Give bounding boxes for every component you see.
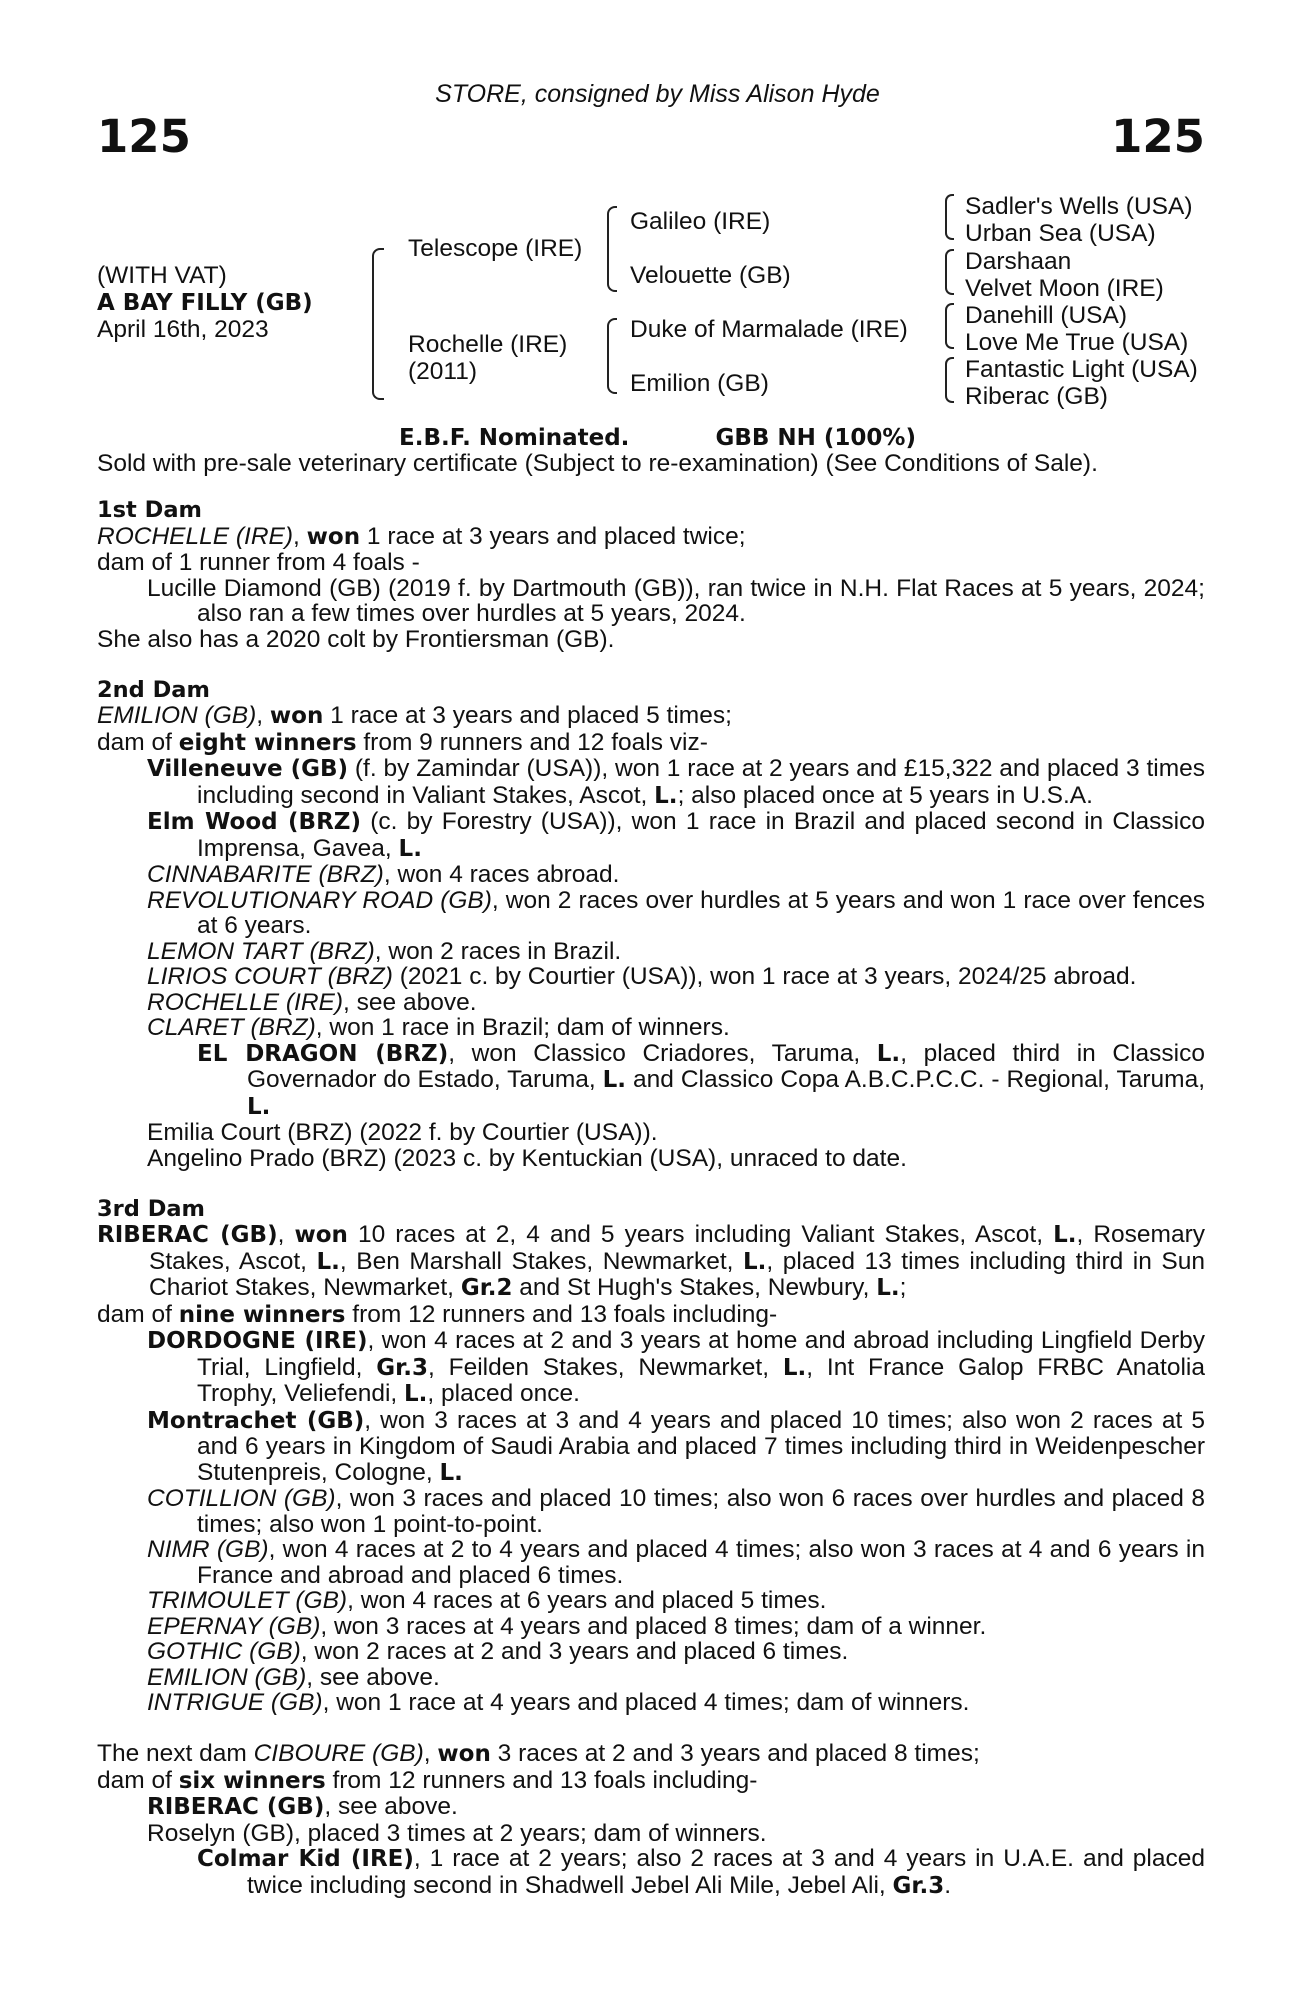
won-label: won	[269, 703, 324, 729]
catalogue-body	[97, 498, 1205, 1925]
next-dam-section	[97, 1741, 1205, 1899]
progeny-tail: .	[944, 1871, 952, 1899]
record-text: , Rosemary Stakes, Ascot,	[149, 1221, 1205, 1275]
listed-label: L.	[398, 835, 422, 862]
group-label: Gr.3	[376, 1354, 428, 1381]
progeny-entry	[97, 888, 1205, 939]
listed-label: L.	[782, 1354, 807, 1381]
progeny-entry: Emilia Court (BRZ) (2022 f. by Courtier (USA)).	[147, 1119, 658, 1146]
listed-label: L.	[1053, 1222, 1077, 1248]
progeny-text: , won 2 races in Brazil.	[374, 937, 622, 965]
progeny-text: (2021 c. by Courtier (USA)), won 1 race at 3 years, 2024/25 abroad.	[392, 963, 1137, 990]
pedigree-dam-year: (2011)	[408, 358, 478, 385]
record-text: and St Hugh's Stakes, Newbury,	[512, 1274, 877, 1301]
first-dam-also: She also has a 2020 colt by Frontiersman (GB).	[97, 625, 615, 653]
pedigree-brace-g12	[945, 194, 954, 240]
progeny-text: , see above.	[306, 1663, 440, 1691]
progeny-entry	[97, 1614, 1205, 1640]
produce-pre: dam of	[97, 728, 179, 756]
produce-count: eight winners	[178, 729, 357, 756]
progeny-entry	[97, 1408, 1205, 1487]
progeny-entry	[97, 809, 1205, 862]
listed-label: L.	[654, 782, 678, 809]
progeny-name: EL DRAGON (BRZ)	[197, 1040, 449, 1067]
record-text: ;	[899, 1274, 907, 1301]
progeny-text: , see above.	[324, 1793, 458, 1820]
second-dam-title: 2nd Dam	[97, 676, 210, 703]
progeny-entry	[97, 1015, 1205, 1041]
progeny-name: LIRIOS COURT (BRZ)	[147, 963, 393, 990]
progeny-text: and Classico Copa A.B.C.P.C.C. - Regional, Taruma,	[626, 1066, 1206, 1093]
pedigree-sire: Telescope (IRE)	[408, 235, 583, 262]
progeny-entry	[97, 990, 1205, 1016]
pedigree-brace-g34	[945, 249, 954, 295]
lot-number-left: 125	[97, 110, 191, 163]
progeny-entry	[97, 1690, 1205, 1716]
second-dam-produce	[97, 730, 1205, 757]
record-text: , Ben Marshall Stakes, Newmarket,	[339, 1247, 743, 1275]
lot-name: A BAY FILLY (GB)	[97, 290, 313, 316]
progeny-name: COTILLION (GB)	[147, 1485, 336, 1512]
pedigree-brace-sire	[607, 206, 617, 292]
progeny-text: , won 1 race at 4 years and placed 4 times; dam of winners.	[322, 1689, 970, 1716]
progeny-name: Montrachet (GB)	[147, 1407, 365, 1434]
won-label: won	[294, 1222, 348, 1248]
progeny-name: Colmar Kid (IRE)	[197, 1846, 414, 1872]
produce-post: from 9 runners and 12 foals viz-	[356, 728, 708, 756]
grand-progeny-entry	[97, 1041, 1205, 1121]
progeny-text: , won Classico Criadores, Taruma,	[448, 1039, 877, 1067]
progeny-text: , won 4 races at 2 to 4 years and placed 4 times; also won 3 races at 4 and 6 years in France and abroad and placed 6 times.	[197, 1536, 1205, 1589]
progeny-text: , won 4 races at 6 years and placed 5 times.	[347, 1587, 827, 1614]
progeny-name: EMILION (GB)	[147, 1663, 307, 1691]
progeny-text: , won 3 races at 3 and 4 years and placed 10 times; also won 2 races at 5 and 6 years in Kingdom of Saudi Arabia and placed 7 times including third in Weidenpescher Stutenpreis, Cologne,	[197, 1406, 1205, 1486]
grand-progeny-entry	[97, 1846, 1205, 1899]
progeny-entry	[97, 1588, 1205, 1614]
second-dam-section	[97, 678, 1205, 1172]
progeny-entry	[97, 862, 1205, 888]
pedigree-sire-sire: Galileo (IRE)	[630, 208, 771, 235]
pedigree-gg8: Riberac (GB)	[965, 383, 1108, 410]
progeny-name: TRIMOULET (GB)	[147, 1587, 348, 1614]
progeny-text: , see above.	[343, 988, 477, 1016]
produce-pre: dam of	[97, 1300, 179, 1328]
listed-label: L.	[404, 1381, 428, 1407]
second-dam-record-text: 1 race at 3 years and placed 5 times;	[323, 702, 732, 729]
progeny-text: , placed once.	[427, 1380, 580, 1407]
produce-post: from 12 runners and 13 foals including-	[345, 1300, 778, 1328]
pedigree-gg4: Velvet Moon (IRE)	[965, 275, 1164, 302]
first-dam-section	[97, 498, 1205, 652]
third-dam-name: RIBERAC (GB)	[97, 1222, 278, 1248]
pedigree-dam-dam: Emilion (GB)	[630, 370, 769, 397]
first-dam-record-text: 1 race at 3 years and placed twice;	[360, 522, 746, 550]
progeny-name: CLARET (BRZ)	[147, 1014, 316, 1041]
progeny-tail: ; also placed once at 5 years in U.S.A.	[677, 781, 1093, 809]
progeny-text: , won 1 race in Brazil; dam of winners.	[315, 1014, 730, 1041]
progeny-name: RIBERAC (GB)	[147, 1794, 325, 1820]
record-text: 10 races at 2, 4 and 5 years including Valiant Stakes, Ascot,	[347, 1221, 1054, 1248]
third-dam-title: 3rd Dam	[97, 1195, 205, 1222]
first-dam-foal: Lucille Diamond (GB) (2019 f. by Dartmouth (GB)), ran twice in N.H. Flat Races at 5 years, 2024; also ran a few times over hurdles at 5 years, 2024.	[147, 574, 1205, 627]
progeny-entry	[97, 756, 1205, 809]
second-dam-name: EMILION (GB)	[97, 702, 257, 729]
pedigree-sire-dam: Velouette (GB)	[630, 262, 791, 289]
pedigree-gg5: Danehill (USA)	[965, 302, 1128, 329]
consignor-heading: STORE, consigned by Miss Alison Hyde	[435, 80, 880, 108]
pedigree-dam: Rochelle (IRE)	[408, 331, 568, 358]
progeny-text: , Int France Galop FRBC Anatolia Trophy, Veliefendi,	[197, 1353, 1205, 1407]
record-text: 3 races at 2 and 3 years and placed 8 times;	[490, 1740, 980, 1767]
vat-label: (WITH VAT)	[97, 262, 227, 289]
second-dam-record: EMILION (GB), won 1 race at 3 years and placed 5 times;	[97, 702, 732, 729]
progeny-entry	[97, 1486, 1205, 1537]
produce-post: from 12 runners and 13 foals including-	[325, 1766, 758, 1794]
won-label: won	[437, 1741, 491, 1767]
pedigree-brace-g56	[945, 303, 954, 349]
pedigree-brace-dam	[607, 318, 617, 394]
pedigree-dam-sire: Duke of Marmalade (IRE)	[630, 316, 908, 343]
progeny-entry	[97, 939, 1205, 965]
progeny-entry: Roselyn (GB), placed 3 times at 2 years; dam of winners.	[147, 1819, 767, 1847]
third-dam-produce	[97, 1302, 1205, 1329]
progeny-entry	[97, 1794, 1205, 1821]
vet-certificate-note: Sold with pre-sale veterinary certificate (Subject to re-examination) (See Conditions of Sale).	[97, 450, 1098, 477]
first-dam-record: ROCHELLE (IRE), won 1 race at 3 years and placed twice;	[97, 522, 746, 550]
produce-count: six winners	[178, 1767, 326, 1794]
next-dam-produce	[97, 1768, 1205, 1795]
progeny-entry	[97, 1665, 1205, 1691]
progeny-text: , placed third in Classico Governador do Estado, Taruma,	[247, 1039, 1205, 1093]
listed-label: L.	[876, 1040, 901, 1067]
first-dam-produce: dam of 1 runner from 4 foals -	[97, 549, 420, 576]
pedigree-gg7: Fantastic Light (USA)	[965, 356, 1198, 383]
next-dam-name: CIBOURE (GB)	[253, 1740, 424, 1767]
nominations-line	[0, 425, 1315, 451]
progeny-name: GOTHIC (GB)	[147, 1638, 301, 1665]
progeny-text: , won 4 races abroad.	[383, 861, 620, 888]
progeny-entry	[97, 1328, 1205, 1408]
pedigree-brace-g78	[945, 357, 954, 403]
record-text: , placed 13 times including third in Sun Chariot Stakes, Newmarket,	[149, 1247, 1205, 1301]
progeny-text: , won 3 races and placed 10 times; also won 6 races over hurdles and placed 8 times; also won 1 point-to-point.	[197, 1485, 1205, 1538]
listed-label: L.	[876, 1275, 900, 1301]
third-dam-section	[97, 1197, 1205, 1716]
progeny-name: EPERNAY (GB)	[147, 1612, 321, 1640]
progeny-name: NIMR (GB)	[147, 1536, 269, 1563]
won-label: won	[306, 523, 361, 550]
gbb-nomination: GBB NH (100%)	[715, 425, 916, 451]
progeny-entry	[97, 964, 1205, 990]
progeny-text: , 1 race at 2 years; also 2 races at 3 and 4 years in U.A.E. and placed twice including second in Shadwell Jebel Ali Mile, Jebel Ali,	[247, 1845, 1205, 1899]
progeny-name: REVOLUTIONARY ROAD (GB)	[147, 886, 492, 914]
progeny-name: ROCHELLE (IRE)	[147, 988, 344, 1016]
progeny-text: , Feilden Stakes, Newmarket,	[427, 1353, 783, 1381]
first-dam-title: 1st Dam	[97, 497, 202, 523]
listed-label: L.	[316, 1248, 340, 1275]
produce-pre: dam of	[97, 1766, 179, 1794]
listed-label: L.	[602, 1067, 627, 1093]
pedigree-gg2: Urban Sea (USA)	[965, 220, 1156, 247]
foaling-date: April 16th, 2023	[97, 316, 269, 343]
produce-count: nine winners	[178, 1301, 346, 1328]
progeny-name: CINNABARITE (BRZ)	[147, 861, 384, 888]
pedigree-brace-main	[372, 248, 384, 400]
progeny-text: , won 4 races at 2 and 3 years at home and abroad including Lingfield Derby Trial, Lingfield,	[197, 1327, 1205, 1381]
listed-label: L.	[743, 1248, 767, 1275]
progeny-text: , won 3 races at 4 years and placed 8 times; dam of a winner.	[320, 1612, 987, 1640]
third-dam-record: RIBERAC (GB), won 10 races at 2, 4 and 5 years including Valiant Stakes, Ascot, L., Rosemary Stakes, Ascot, L., Ben Marshall Stakes, Newmarket, L., placed 13 times including third in Sun Chariot Stakes, Newmarket, Gr.2 and St Hugh's Stakes, Newbury, L.;	[97, 1221, 1205, 1301]
progeny-entry	[97, 1537, 1205, 1588]
pedigree-gg1: Sadler's Wells (USA)	[965, 193, 1193, 220]
progeny-entry	[97, 1639, 1205, 1665]
pedigree-gg3: Darshaan	[965, 248, 1072, 275]
listed-label: L.	[439, 1459, 463, 1486]
progeny-name: DORDOGNE (IRE)	[147, 1328, 368, 1354]
progeny-text: , won 2 races over hurdles at 5 years and won 1 race over fences at 6 years.	[197, 886, 1205, 939]
ebf-nomination: E.B.F. Nominated.	[399, 425, 630, 451]
progeny-name: INTRIGUE (GB)	[147, 1689, 323, 1716]
listed-label: L.	[247, 1093, 271, 1120]
progeny-text: (c. by Forestry (USA)), won 1 race in Brazil and placed second in Classico Imprensa, Gavea,	[197, 808, 1205, 862]
progeny-text: (f. by Zamindar (USA)), won 1 race at 2 years and £15,322 and placed 3 times including second in Valiant Stakes, Ascot,	[197, 755, 1205, 809]
progeny-name: LEMON TART (BRZ)	[147, 937, 375, 965]
first-dam-name: ROCHELLE (IRE)	[97, 522, 294, 550]
group-label: Gr.3	[892, 1872, 945, 1899]
lot-number-right: 125	[1111, 110, 1205, 163]
next-dam-record: The next dam CIBOURE (GB), won 3 races at 2 and 3 years and placed 8 times;	[97, 1740, 980, 1767]
next-dam-pre: The next dam	[97, 1740, 254, 1767]
progeny-name: Villeneuve (GB)	[147, 756, 349, 782]
progeny-name: Elm Wood (BRZ)	[147, 809, 361, 835]
group-label: Gr.2	[460, 1275, 513, 1301]
progeny-entry: Angelino Prado (BRZ) (2023 c. by Kentuckian (USA), unraced to date.	[147, 1144, 907, 1172]
progeny-text: , won 2 races at 2 and 3 years and placed 6 times.	[300, 1638, 849, 1665]
pedigree-gg6: Love Me True (USA)	[965, 329, 1189, 356]
